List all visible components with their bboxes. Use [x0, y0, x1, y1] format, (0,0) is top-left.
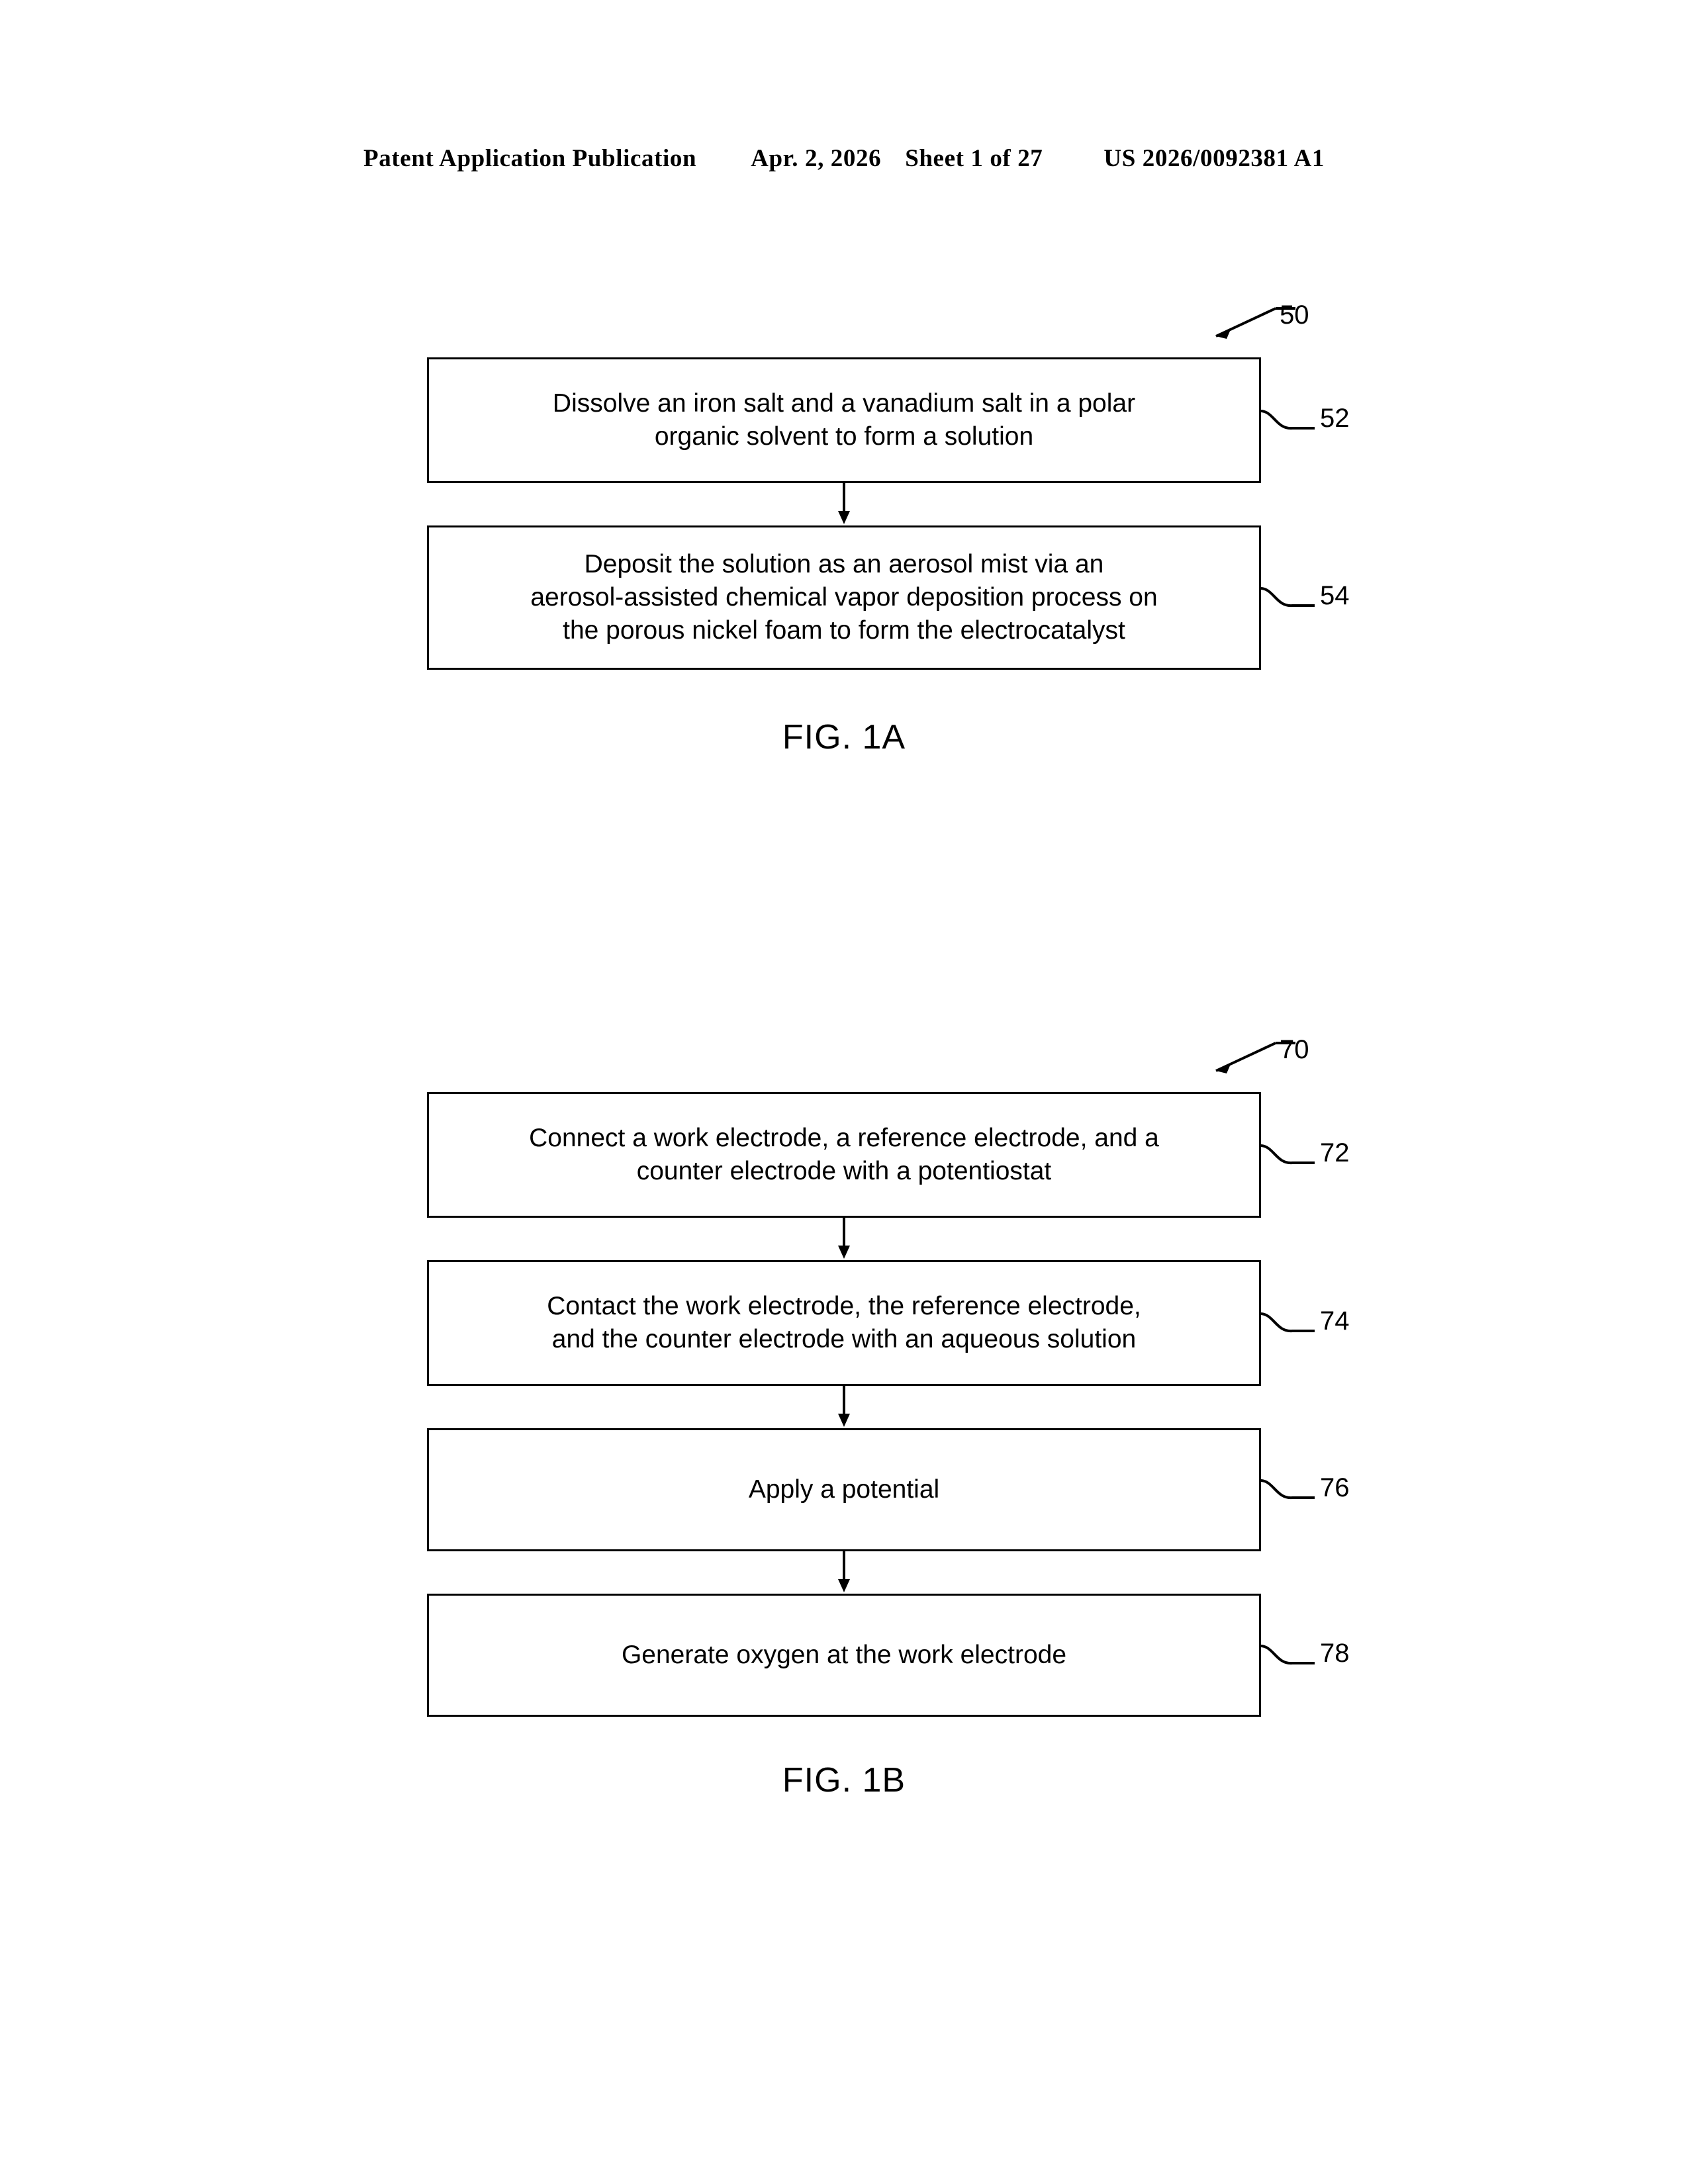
figure-1a	[0, 298, 1688, 757]
step-box-54	[427, 525, 1350, 670]
step-ref-54	[1259, 578, 1385, 617]
figure-1b	[0, 1032, 1688, 1800]
step-ref-76	[1259, 1470, 1385, 1510]
flowchart-1b	[427, 1032, 1350, 1717]
step-box-76	[427, 1428, 1350, 1551]
flow-ref-70-label: 70	[1280, 1035, 1309, 1064]
down-arrow-icon	[834, 1386, 854, 1428]
squiggle-leader-icon	[1259, 584, 1319, 611]
down-arrow-icon	[834, 483, 854, 525]
step-ref-74	[1259, 1303, 1385, 1343]
step-box-52	[427, 357, 1350, 483]
figure-1a-caption: FIG. 1A	[782, 718, 906, 756]
flow-ref-50-label: 50	[1280, 300, 1309, 330]
squiggle-leader-icon	[1259, 1142, 1319, 1168]
down-arrow-icon	[834, 1218, 854, 1260]
step-ref-76-label: 76	[1320, 1473, 1350, 1502]
squiggle-leader-icon	[1259, 407, 1319, 433]
step-box-72-text: Connect a work electrode, a reference electrode, and a counter electrode with a potentiostat	[529, 1124, 1159, 1185]
step-box-72	[427, 1092, 1350, 1218]
flow-ref-70	[1195, 1032, 1367, 1092]
flow-ref-50	[1195, 298, 1367, 357]
down-arrow-icon	[834, 1551, 854, 1594]
header-publication-label: Patent Application Publication	[363, 145, 697, 172]
step-box-78	[427, 1594, 1350, 1717]
header-patent-number-label: US 2026/0092381 A1	[1103, 145, 1325, 172]
step-box-74-text: Contact the work electrode, the reference electrode, and the counter electrode with an aqueous solution	[547, 1292, 1141, 1353]
step-box-76-text: Apply a potential	[748, 1475, 940, 1504]
connector-74-76	[427, 1386, 1261, 1428]
leader-arrow-icon	[1195, 1032, 1347, 1079]
step-box-52-text: Dissolve an iron salt and a vanadium salt in a polar organic solvent to form a solution	[552, 389, 1136, 451]
squiggle-leader-icon	[1259, 1477, 1319, 1503]
connector-72-74	[427, 1218, 1261, 1260]
connector-52-54	[427, 483, 1261, 525]
step-ref-72	[1259, 1135, 1385, 1175]
step-ref-54-label: 54	[1320, 581, 1350, 610]
connector-76-78	[427, 1551, 1261, 1594]
step-ref-78	[1259, 1635, 1385, 1675]
flowchart-1a	[427, 298, 1350, 670]
step-ref-52-label: 52	[1320, 404, 1350, 433]
step-ref-72-label: 72	[1320, 1138, 1350, 1167]
squiggle-leader-icon	[1259, 1310, 1319, 1336]
header-date-label: Apr. 2, 2026	[751, 145, 882, 172]
header-sheet-label: Sheet 1 of 27	[905, 145, 1043, 172]
step-box-74	[427, 1260, 1350, 1386]
page-header	[0, 144, 1688, 173]
step-ref-78-label: 78	[1320, 1639, 1350, 1668]
step-ref-52	[1259, 400, 1385, 440]
figure-1b-caption: FIG. 1B	[782, 1761, 906, 1799]
leader-arrow-icon	[1195, 298, 1347, 344]
step-ref-74-label: 74	[1320, 1306, 1350, 1336]
squiggle-leader-icon	[1259, 1642, 1319, 1668]
step-box-54-text: Deposit the solution as an aerosol mist via an aerosol-assisted chemical vapor deposition process on the porous nickel foam to form the electrocatalyst	[530, 550, 1158, 645]
step-box-78-text: Generate oxygen at the work electrode	[621, 1641, 1067, 1669]
